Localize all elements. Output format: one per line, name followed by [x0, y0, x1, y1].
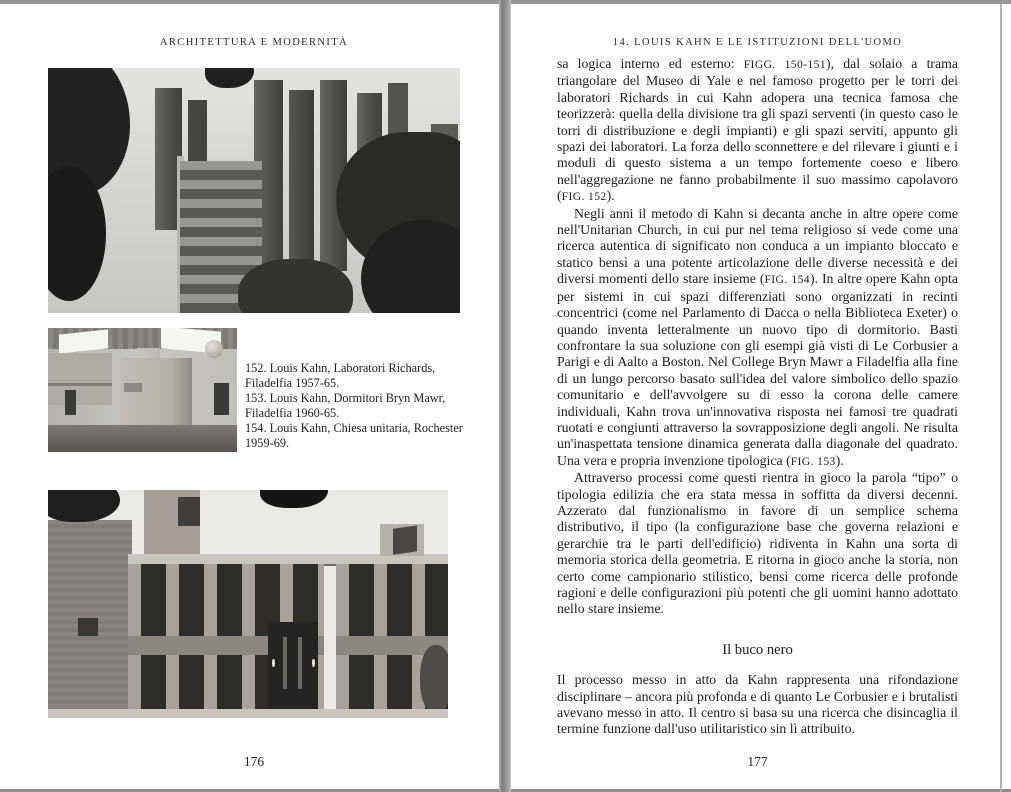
- tree-shape: [260, 490, 328, 508]
- door-slit-shape: [283, 637, 287, 690]
- tree-shape: [48, 490, 120, 522]
- balcony-edge-shape: [48, 383, 112, 387]
- text-segment: sa logica interno ed esterno:: [557, 56, 744, 71]
- text-segment: ), dal solaio a trama triangolare del Museo di Yale e nel famoso progetto per le torri dei laboratori Richards in cui Kahn adopera una tecnica famosa che teorizzerà: quella della divisione tra gli: [557, 56, 958, 122]
- sculpture-shape: [205, 340, 223, 358]
- left-page-number: 176: [243, 754, 265, 769]
- concrete-volume-shape: [120, 358, 192, 430]
- text-segment: (la configurazione base che governa relazioni e gerarchie tra le parti dell'edificio) ridiventa in Kahn una sorta di memoria storica della geometria. E ritorna in gioco anche la storia, non certo come campionario stilistico, bensì come ricerca delle profonde ragioni e delle configurazioni più potenti che gli uomini hanno adottato nello stare insieme.: [557, 519, 958, 617]
- text-segment: Il processo messo in atto da Kahn rappresenta una rifondazione disciplinare – ancora più profonda e di quanto Le Corbusier e i brutalisti avevano messo in atto. Il centro si basa su una ricerca che disincaglia il termine funzione dall'uso utilitaristico sin lì attribuito.: [557, 672, 958, 737]
- figure-reference: FIG. 152: [561, 190, 607, 204]
- entrance-doors-shape: [268, 622, 318, 718]
- right-page-number: 177: [747, 754, 768, 769]
- paragraph: [557, 206, 958, 471]
- left-running-head: ARCHITETTURA E MODERNITÀ: [159, 37, 349, 48]
- section-heading: Il buco nero: [722, 641, 793, 658]
- figure-154-photo: [48, 490, 448, 718]
- roof-monitor-shape: [380, 524, 424, 556]
- doorway-shape: [214, 383, 229, 415]
- page-body-flow: [557, 56, 958, 738]
- text-segment: spazi serviti: [815, 122, 884, 138]
- text-segment: ).: [835, 452, 844, 468]
- figure-reference: FIGG. 150-151: [743, 58, 827, 71]
- concrete-ledge-shape: [124, 383, 143, 393]
- figure-caption: 153. Louis Kahn, Dormitori Bryn Mawr, Filadelfia 1960-65.: [245, 390, 446, 420]
- text-segment: ).: [606, 188, 615, 204]
- paragraph: [557, 672, 958, 738]
- figure-152-photo: [48, 68, 460, 313]
- figure-caption: 154. Louis Kahn, Chiesa unitaria, Rochester 1959-69.: [245, 420, 463, 450]
- text-segment: spazi serventi: [779, 106, 856, 122]
- figure-caption: 152. Louis Kahn, Laboratori Richards, Filadelfia 1957-65.: [245, 361, 436, 390]
- text-segment: (in questo caso le torri di distribuzione e degli impianti) e gli: [557, 106, 958, 138]
- right-running-head: 14. LOUIS KAHN E LE ISTITUZIONI DELL'UOMO: [612, 37, 903, 48]
- figure-reference: FIG. 154: [764, 273, 810, 287]
- tower-shape: [289, 90, 314, 266]
- roof-panel-shape: [393, 526, 417, 555]
- bush-shape: [420, 645, 448, 713]
- text-segment: , appunto gli spazi dei laboratori. La forza dello sconnettere e del rilevare i giunti e i moduli di questo sistema a un tempo fortemente coeso e libero nell'aggregazione ne fanno probabilmente il suo massimo capolavoro (: [557, 122, 958, 204]
- window-shape: [78, 618, 98, 636]
- figure-153-photo: [48, 328, 237, 452]
- text-segment: Attraverso processi come questi rientra in gioco la parola “tipo” o tipologia edilizia che era stata messa in soffitta da diversi decenni. Azzerato dal funzionalismo in favore di un semplice schema distributivo, il: [557, 470, 958, 535]
- figure-captions: [245, 361, 463, 450]
- text-segment: Negli anni il metodo di Kahn si decanta anche in altre opere come nell'Unitarian Church, in cui pur nel tema religioso si vede come una ricerca autentica di significato non conduca a un impianto bloccato e statico bensì a una potente articolazione delle diverse necessità e dei diversi momenti dello stare insieme (: [557, 205, 958, 287]
- right-page-edge-line: [1000, 4, 1002, 792]
- floor-shape: [48, 425, 237, 452]
- entrance-lamp-shape: [312, 659, 315, 668]
- tree-shape: [205, 68, 254, 88]
- paragraph: [557, 56, 958, 206]
- balcony-shape: [48, 353, 112, 405]
- figure-reference: FIG. 153: [790, 454, 836, 468]
- entrance-lamp-shape: [272, 659, 275, 668]
- text-segment: tipo: [646, 519, 668, 535]
- text-segment: ). In altre opere Kahn opta per sistemi in cui spazi differenziati sono organizzati in recinti concentrici (come nel Parlamento di Dacca o nella Biblioteca Exeter) o quando inventa letteralmente un nuovo tipo di dormitorio. Basti confrontare la sua soluzione con gli esempi già visti di Le Corbusier a Parigi e di Aalto a Boston. Nel College Bryn Mawr a Filadelfia alla fine di un lungo percorso basato sull'idea del valore simbolico dello spazio comunitario e dell'avvolgere su di esso la corona delle camere individuali, Kahn trova un'innovativa risposta nei famosi tre quadrati ruotati e congiunti attraverso la sovrapposizione degli angoli. Ne risulta un'inaspettata tensione dinamica generata dalla diagonale del quadrato. Una vera e propria invenzione tipologica (: [557, 271, 958, 468]
- glazing-shape: [336, 564, 448, 636]
- door-slit-shape: [298, 637, 302, 690]
- skylight-shape: [59, 329, 108, 353]
- book-gutter: [499, 0, 511, 792]
- bush-shape: [238, 259, 353, 313]
- paragraph: [557, 470, 958, 618]
- ground-shape: [48, 709, 448, 718]
- doorway-shape: [65, 390, 76, 415]
- tower-window-shape: [178, 497, 200, 527]
